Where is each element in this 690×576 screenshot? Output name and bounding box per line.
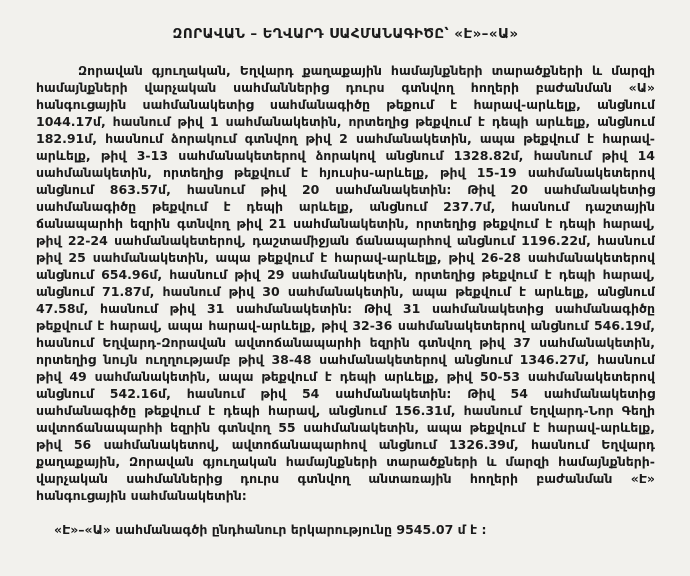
paragraph-line: Զորավան գյուղական, Եղվարդ քաղաքային համայնքների տարածքների և մարզի — [78, 63, 655, 78]
paragraph-line: թիվ 56 սահմանակետով, ավտոճանապարհով անցնում 1326.39մ, հասնում Եղվարդ — [36, 437, 655, 452]
paragraph-line: անցնում 654.96մ, հասնում թիվ 29 սահմանակետին, որտեղից թեքվում է դեպի հարավ, — [36, 267, 655, 282]
paragraph-line: անցնում 71.87մ, հասնում թիվ 30 սահմանակետին, ապա թեքվում է արևելք, անցնում — [36, 284, 655, 299]
paragraph-line: վարչական սահմաններից դուրս գտնվող անտառային հողերի բաժանման «Է» — [36, 471, 655, 486]
paragraph-line: անցնում 863.57մ, հասնում թիվ 20 սահմանակետին: Թիվ 20 սահմանակետից — [36, 182, 655, 197]
boundary-description-paragraph — [36, 62, 655, 504]
paragraph-line: հասնում Եղվարդ-Զորավան ավտոճանապարհի եզրին գտնվող թիվ 37 սահմանակետին, — [36, 335, 655, 350]
paragraph-line: թիվ 49 սահմանակետին, ապա թեքվում է դեպի արևելք, թիվ 50-53 սահմանակետերով — [36, 369, 655, 384]
paragraph-line: ավտոճանապարհի եզրին գտնվող 55 սահմանակետին, ապա թեքվում է հարավ-արևելք, — [36, 420, 655, 435]
paragraph-line: թիվ 25 սահմանակետին, ապա թեքվում է հարավ-արևելք, թիվ 26-28 սահմանակետերով — [36, 250, 655, 265]
paragraph-line: սահմանագիծը թեքվում է դեպի արևելք, անցնում 237.7մ, հասնում դաշտային — [36, 199, 655, 214]
paragraph-line: 182.91մ, հասնում ձորակում գտնվող թիվ 2 սահմանակետին, ապա թեքվում է հարավ- — [36, 131, 655, 146]
paragraph-line: որտեղից նույն ուղղությամբ թիվ 38-48 սահմանակետերով անցնում 1346.27մ, հասնում — [36, 352, 655, 367]
paragraph-line: քաղաքային, Զորավան գյուղական համայնքների տարածքների և մարզի համայնքների- — [36, 454, 655, 469]
paragraph-line: համայնքների վարչական սահմաններից դուրս գտնվող հողերի բաժանման «Ա» — [36, 80, 655, 95]
paragraph-line: հանգուցային սահմանակետից սահմանագիծը թեքում է հարավ-արևելք, անցնում — [36, 97, 655, 112]
paragraph-line: ճանապարհի եզրին գտնվող թիվ 21 սահմանակետին, որտեղից թեքվում է դեպի հարավ, — [36, 216, 655, 231]
paragraph-line: 1044.17մ, հասնում թիվ 1 սահմանակետին, որտեղից թեքվում է դեպի արևելք, անցնում — [36, 114, 655, 129]
paragraph-line: անցնում 542.16մ, հասնում թիվ 54 սահմանակետին: Թիվ 54 սահմանակետից — [36, 386, 655, 401]
paragraph-line: սահմանագիծը թեքվում է դեպի հարավ, անցնում 156.31մ, հասնում Եղվարդ-Նոր Գեղի — [36, 403, 655, 418]
paragraph-line: արևելք, թիվ 3-13 սահմանակետերով ձորակով անցնում 1328.82մ, հասնում թիվ 14 — [36, 148, 655, 163]
paragraph-line: թեքվում է հարավ, ապա հարավ-արևելք, թիվ 32-36 սահմանակետերով անցնում 546.19մ, — [36, 318, 655, 333]
paragraph-line: սահմանակետին, որտեղից թեքվում է հյուսիս-արևելք, թիվ 15-19 սահմանակետերով — [36, 165, 655, 180]
paragraph-line: 47.58մ, հասնում թիվ 31 սահմանակետին: Թիվ 31 սահմանակետից սահմանագիծը — [36, 301, 655, 316]
paragraph-line: հանգուցային սահմանակետին: — [36, 488, 247, 503]
paragraph-line: թիվ 22-24 սահմանակետերով, դաշտամիջյան ճանապարհով անցնում 1196.22մ, հասնում — [36, 233, 655, 248]
document-title: ԶՈՐԱՎԱՆ – ԵՂՎԱՐԴ ՍԱՀՄԱՆԱԳԻԾԸ՝ «Է»–«Ա» — [172, 26, 519, 42]
total-length-line: «Է»–«Ա» սահմանագծի ընդհանուր երկարությունը 9545.07 մ է : — [54, 522, 487, 537]
